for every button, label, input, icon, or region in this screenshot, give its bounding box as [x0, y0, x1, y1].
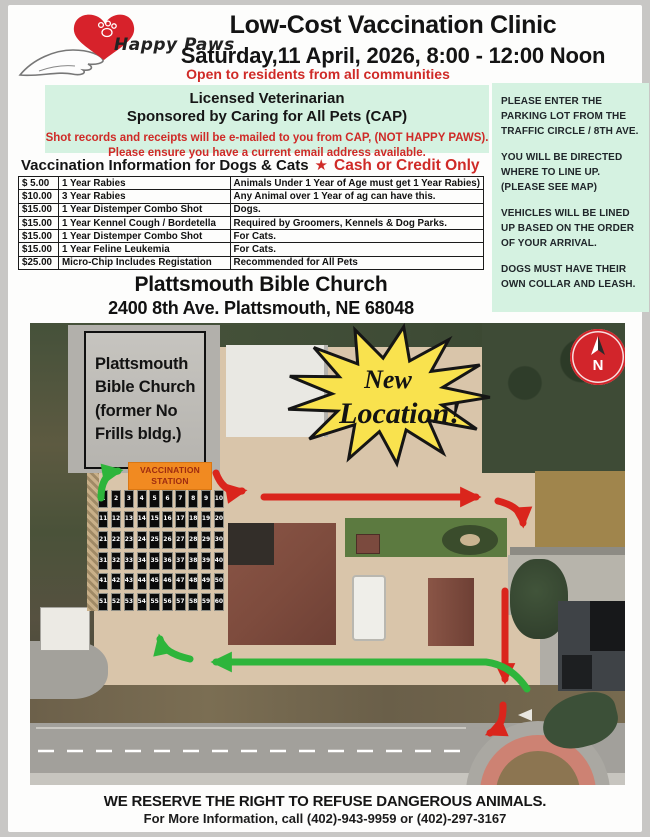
parking-spot: 59	[201, 593, 211, 611]
parking-spot: 19	[201, 511, 211, 529]
map-small-white-building	[40, 607, 90, 651]
north-arrow-icon	[585, 335, 611, 357]
parking-spot: 5	[149, 490, 159, 508]
parking-spot: 4	[137, 490, 147, 508]
parking-spot: 45	[149, 573, 159, 591]
map-shed	[356, 534, 380, 554]
detail-cell: Any Animal over 1 Year of ag can have this.	[230, 190, 483, 203]
parking-spot: 24	[137, 531, 147, 549]
price-cell: $10.00	[19, 190, 59, 203]
parking-spot: 14	[137, 511, 147, 529]
map-dry-field	[535, 471, 625, 549]
payment-note: Cash or Credit Only	[334, 157, 480, 174]
aerial-map	[30, 323, 625, 785]
parking-spot: 29	[201, 531, 211, 549]
price-cell: $15.00	[19, 216, 59, 229]
parking-spot: 49	[201, 573, 211, 591]
map-maroon-building-2	[428, 578, 474, 646]
map-dark-building-section-2	[562, 655, 592, 689]
parking-spot: 1	[98, 490, 108, 508]
parking-spot: 48	[188, 573, 198, 591]
service-cell: 1 Year Distemper Combo Shot	[59, 230, 231, 243]
parking-spot: 55	[149, 593, 159, 611]
price-cell: $15.00	[19, 203, 59, 216]
parking-spot: 50	[214, 573, 224, 591]
page-title: Low-Cost Vaccination Clinic	[229, 11, 557, 39]
parking-spot: 33	[124, 552, 134, 570]
parking-spot: 52	[111, 593, 121, 611]
parking-spot: 44	[137, 573, 147, 591]
sponsored-by-line: Sponsored by Caring for All Pets (CAP)	[126, 108, 408, 126]
side-note: VEHICLES WILL BE LINED UP BASED ON THE ORDER OF YOUR ARRIVAL.	[501, 208, 635, 249]
side-note: DOGS MUST HAVE THEIR OWN COLLAR AND LEASH.	[501, 264, 636, 290]
map-dark-building-section	[590, 601, 625, 651]
event-date: Saturday,11 April, 2026, 8:00 - 12:00 Noon	[180, 43, 606, 68]
service-cell: 3 Year Rabies	[59, 190, 231, 203]
compass-n-label: N	[592, 357, 604, 374]
parking-spot: 2	[111, 490, 121, 508]
parking-spot: 11	[98, 511, 108, 529]
price-row	[19, 190, 484, 203]
parking-spot: 57	[175, 593, 185, 611]
map-maroon-building-wing	[228, 523, 274, 565]
parking-spot: 6	[162, 490, 172, 508]
detail-cell: For Cats.	[230, 243, 483, 256]
price-cell: $ 5.00	[19, 177, 59, 190]
parking-spot: 15	[149, 511, 159, 529]
service-cell: 1 Year Rabies	[59, 177, 231, 190]
burst-line1: New	[364, 365, 412, 394]
flyer-page	[8, 5, 642, 832]
service-cell: Micro-Chip Includes Registation	[59, 256, 231, 269]
parking-spot: 28	[188, 531, 198, 549]
price-row	[19, 203, 484, 216]
parking-spot: 53	[124, 593, 134, 611]
brand-name: Happy Paws	[114, 35, 235, 55]
parking-spot: 10	[214, 490, 224, 508]
parking-spot: 43	[124, 573, 134, 591]
price-cell: $25.00	[19, 256, 59, 269]
parking-spot: 3	[124, 490, 134, 508]
pricing-title: Vaccination Information for Dogs & Cats	[21, 157, 309, 174]
parking-spot: 36	[162, 552, 172, 570]
burst-line2: Location!	[339, 397, 461, 430]
parking-spot: 25	[149, 531, 159, 549]
map-fence-strip	[510, 547, 625, 555]
building-label-line: Plattsmouth	[95, 355, 189, 373]
parking-spot: 54	[137, 593, 147, 611]
parking-spot: 20	[214, 511, 224, 529]
footer-warning: WE RESERVE THE RIGHT TO REFUSE DANGEROUS ANIMALS.	[103, 793, 547, 810]
sponsor-box	[45, 85, 489, 159]
parking-spot: 17	[175, 511, 185, 529]
parking-spot: 32	[111, 552, 121, 570]
parking-spot: 46	[162, 573, 172, 591]
parking-spot: 42	[111, 573, 121, 591]
building-label-line: Frills bldg.)	[95, 425, 182, 444]
parking-instructions-panel	[492, 83, 649, 312]
parking-spot: 22	[111, 531, 121, 549]
parking-spot: 7	[175, 490, 185, 508]
price-row	[19, 230, 484, 243]
pricing-heading	[21, 156, 480, 175]
parking-spot: 56	[162, 593, 172, 611]
parking-spot: 31	[98, 552, 108, 570]
map-lawn-clearing	[460, 534, 480, 546]
north-compass	[570, 329, 625, 385]
detail-cell: Animals Under 1 Year of Age must get 1 Year Rabies)	[230, 177, 483, 190]
footer-contact-info: For More Information, call (402)-943-9959 or (402)-297-3167	[143, 811, 507, 826]
new-location-starburst	[283, 324, 493, 466]
parking-spot: 16	[162, 511, 172, 529]
service-cell: 1 Year Distemper Combo Shot	[59, 203, 231, 216]
parking-spot: 58	[188, 593, 198, 611]
parking-spot: 38	[188, 552, 198, 570]
price-cell: $15.00	[19, 230, 59, 243]
price-cell: $15.00	[19, 243, 59, 256]
price-row	[19, 256, 484, 269]
parking-spot: 51	[98, 593, 108, 611]
title-block	[148, 11, 638, 69]
parking-spot: 34	[137, 552, 147, 570]
venue-name: Plattsmouth Bible Church	[134, 273, 388, 296]
email-notice-line2: Please ensure you have a current email address available.	[108, 146, 426, 159]
parking-spot: 60	[214, 593, 224, 611]
detail-cell: Recommended for All Pets	[230, 256, 483, 269]
parking-spot: 41	[98, 573, 108, 591]
price-row	[19, 243, 484, 256]
licensed-vet-line: Licensed Veterinarian	[189, 90, 345, 107]
venue-address: 2400 8th Ave. Plattsmouth, NE 68048	[108, 298, 414, 318]
parking-spot: 30	[214, 531, 224, 549]
parking-spot: 37	[175, 552, 185, 570]
building-label-box	[84, 331, 206, 469]
vaccination-station-marker	[128, 462, 212, 490]
price-row	[19, 177, 484, 190]
parking-spot: 35	[149, 552, 159, 570]
venue-block	[30, 273, 492, 319]
pricing-table	[18, 176, 484, 270]
parking-spot: 23	[124, 531, 134, 549]
star-icon: ★	[314, 157, 328, 174]
detail-cell: Required by Groomers, Kennels & Dog Parks.	[230, 216, 483, 229]
map-pool	[352, 575, 386, 641]
building-label-line: (former No	[95, 401, 178, 420]
service-cell: 1 Year Kennel Cough / Bordetella	[59, 216, 231, 229]
parking-spot: 26	[162, 531, 172, 549]
open-to-all-note: Open to residents from all communities	[186, 66, 450, 82]
side-note: YOU WILL BE DIRECTED WHERE TO LINE UP. (PLEASE SEE MAP)	[501, 152, 623, 193]
parking-spot: 13	[124, 511, 134, 529]
side-note: PLEASE ENTER THE PARKING LOT FROM THE TRAFFIC CIRCLE / 8TH AVE.	[501, 96, 639, 137]
parking-spot: 39	[201, 552, 211, 570]
detail-cell: Dogs.	[230, 203, 483, 216]
station-label-line: STATION	[151, 476, 189, 486]
map-dirt-strip	[30, 685, 625, 725]
building-label-line: Bible Church	[95, 378, 196, 397]
station-label-line: VACCINATION	[140, 465, 200, 476]
parking-spot: 21	[98, 531, 108, 549]
parking-spot: 9	[201, 490, 211, 508]
parking-spot: 47	[175, 573, 185, 591]
parking-spot: 27	[175, 531, 185, 549]
parking-spot: 12	[111, 511, 121, 529]
price-row	[19, 216, 484, 229]
parking-spot: 8	[188, 490, 198, 508]
service-cell: 1 Year Feline Leukemia	[59, 243, 231, 256]
parking-spot: 40	[214, 552, 224, 570]
parking-spot: 18	[188, 511, 198, 529]
detail-cell: For Cats.	[230, 230, 483, 243]
numbered-parking-grid	[98, 490, 224, 611]
email-notice-line1: Shot records and receipts will be e-mailed to you from CAP, (NOT HAPPY PAWS).	[45, 131, 489, 144]
